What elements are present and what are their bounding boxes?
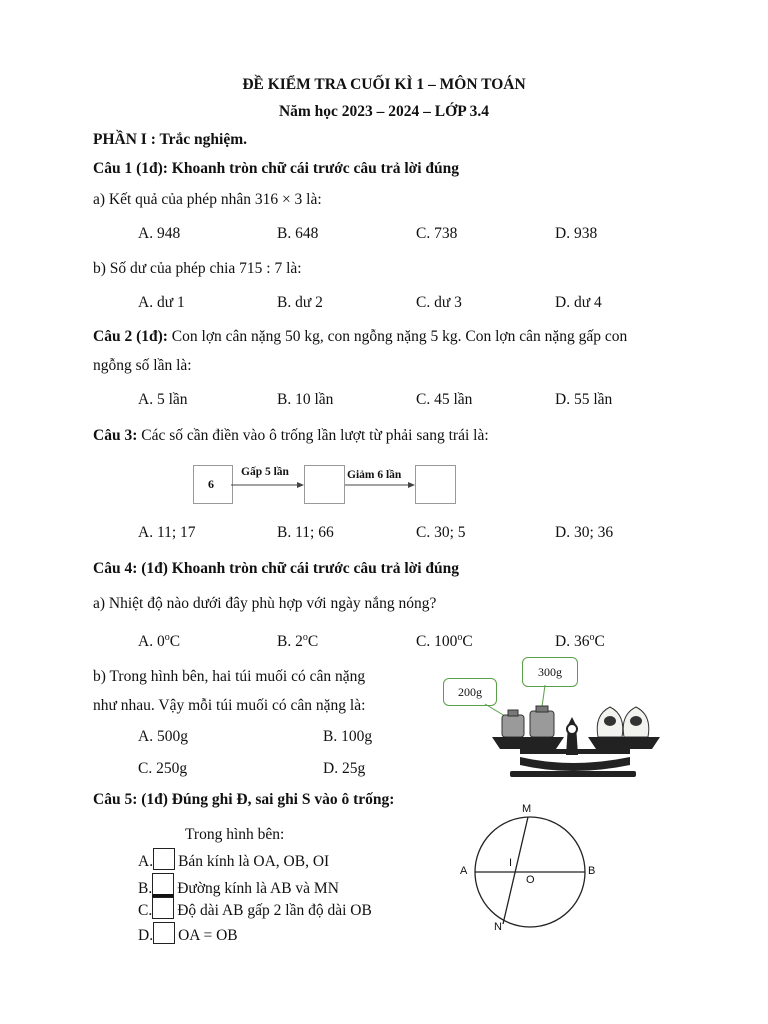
q3-option-c[interactable]: C. 30; 5 bbox=[416, 524, 466, 541]
q3-label: Câu 3: bbox=[93, 427, 138, 444]
q4b-line2: như nhau. Vậy mỗi túi muối có cân nặng là: bbox=[93, 697, 366, 714]
q4b-option-a[interactable]: A. 500g bbox=[138, 728, 188, 745]
q1b-option-d[interactable]: D. dư 4 bbox=[555, 294, 602, 311]
scale-icon bbox=[480, 685, 660, 790]
q3-option-b[interactable]: B. 11; 66 bbox=[277, 524, 334, 541]
q5-checkbox-c[interactable] bbox=[152, 897, 174, 919]
q1b-option-b[interactable]: B. dư 2 bbox=[277, 294, 323, 311]
q1b-option-a[interactable]: A. dư 1 bbox=[138, 294, 185, 311]
q2-line1 bbox=[93, 328, 627, 346]
q4-heading bbox=[93, 560, 459, 578]
weight-callout-300g: 300g bbox=[522, 657, 578, 687]
q4b-option-b[interactable]: B. 100g bbox=[323, 728, 373, 745]
q1b-text: b) Số dư của phép chia 715 : 7 là: bbox=[93, 260, 302, 277]
q5-item-a: A. Bán kính là OA, OB, OI bbox=[138, 848, 329, 871]
q4a-option-c[interactable]: C. 100$^o$C bbox=[416, 632, 473, 651]
q2-option-c[interactable]: C. 45 lần bbox=[416, 391, 473, 408]
q2-option-d[interactable]: D. 55 lần bbox=[555, 391, 613, 408]
q4-instruction: Khoanh tròn chữ cái trước câu trả lời đúng bbox=[171, 560, 460, 577]
q2-text: Con lợn cân nặng 50 kg, con ngỗng nặng 5 kg. Con lợn cân nặng gấp con bbox=[171, 328, 628, 345]
q1a-option-a[interactable]: A. 948 bbox=[138, 225, 181, 242]
q4a-option-b[interactable]: B. 2$^o$C bbox=[277, 632, 319, 651]
circle-label-m: M bbox=[522, 803, 532, 815]
q1a-text: a) Kết quả của phép nhân 316 × 3 là: bbox=[93, 191, 322, 208]
q5-intro: Trong hình bên: bbox=[185, 826, 285, 843]
circle-label-n: N bbox=[494, 921, 502, 933]
q1a-option-d[interactable]: D. 938 bbox=[555, 225, 598, 242]
q1-heading bbox=[93, 160, 459, 178]
q4b-line1: b) Trong hình bên, hai túi muối có cân nặng bbox=[93, 668, 366, 685]
q4a-option-a[interactable]: A. 0$^o$C bbox=[138, 632, 181, 651]
q2-option-b[interactable]: B. 10 lần bbox=[277, 391, 334, 408]
q1-label: Câu 1 (1đ): bbox=[93, 160, 168, 177]
q3-text: Các số cần điền vào ô trống lần lượt từ phải sang trái là: bbox=[141, 427, 489, 444]
q2-line2: ngỗng số lần là: bbox=[93, 357, 192, 374]
q5-checkbox-a[interactable] bbox=[153, 848, 175, 870]
q2-label: Câu 2 (1đ): bbox=[93, 328, 168, 345]
page-title: ĐỀ KIỂM TRA CUỐI KÌ 1 – MÔN TOÁN bbox=[242, 76, 526, 93]
circle-label-i: I bbox=[509, 857, 513, 869]
q5-heading bbox=[93, 791, 394, 809]
q3-step2-label: Giảm 6 lần bbox=[347, 469, 402, 481]
q4a-text: a) Nhiệt độ nào dưới đây phù hợp với ngày nắng nóng? bbox=[93, 595, 437, 612]
q3-step1-label: Gấp 5 lần bbox=[241, 466, 289, 478]
q5-checkbox-b[interactable] bbox=[152, 873, 174, 897]
circle-label-o: O bbox=[526, 874, 535, 886]
circle-label-b: B bbox=[588, 865, 596, 877]
q1-instruction: Khoanh tròn chữ cái trước câu trả lời đúng bbox=[171, 160, 460, 177]
q4b-option-d[interactable]: D. 25g bbox=[323, 760, 366, 777]
q5-checkbox-d[interactable] bbox=[153, 922, 175, 944]
q5-instruction: Đúng ghi Đ, sai ghi S vào ô trống: bbox=[171, 791, 395, 808]
q3-option-a[interactable]: A. 11; 17 bbox=[138, 524, 196, 541]
q1a-option-c[interactable]: C. 738 bbox=[416, 225, 458, 242]
q3-blank-box-2[interactable] bbox=[415, 465, 456, 504]
q5-item-d: D. OA = OB bbox=[138, 922, 238, 945]
q5-item-c: C. Độ dài AB gấp 2 lần độ dài OB bbox=[138, 897, 372, 920]
q2-option-a[interactable]: A. 5 lần bbox=[138, 391, 188, 408]
q3-option-d[interactable]: D. 30; 36 bbox=[555, 524, 614, 541]
q1a-option-b[interactable]: B. 648 bbox=[277, 225, 319, 242]
weight-callout-200g: 200g bbox=[443, 678, 497, 706]
q5-label: Câu 5: (1đ) bbox=[93, 791, 168, 808]
q4-label: Câu 4: (1đ) bbox=[93, 560, 168, 577]
q4b-option-c[interactable]: C. 250g bbox=[138, 760, 188, 777]
circle-label-a: A bbox=[460, 865, 468, 877]
q4a-option-d[interactable]: D. 36$^o$C bbox=[555, 632, 605, 651]
q5-item-b: B. Đường kính là AB và MN bbox=[138, 873, 339, 898]
q1b-option-c[interactable]: C. dư 3 bbox=[416, 294, 462, 311]
q3-heading bbox=[93, 427, 489, 445]
section-heading: PHẦN I : Trắc nghiệm. bbox=[93, 131, 247, 148]
q3-start-box bbox=[193, 465, 233, 504]
q3-start-value: 6 bbox=[208, 477, 214, 491]
page-subtitle: Năm học 2023 – 2024 – LỚP 3.4 bbox=[278, 103, 490, 120]
q3-blank-box-1[interactable] bbox=[304, 465, 345, 504]
